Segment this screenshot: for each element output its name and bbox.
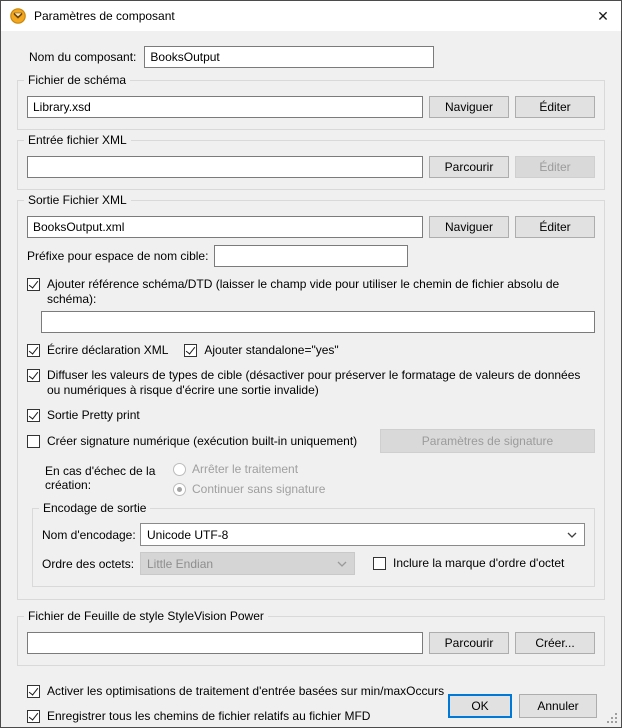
xml-output-group-legend: Sortie Fichier XML <box>24 193 131 207</box>
ok-button[interactable]: OK <box>448 694 512 718</box>
continue-without-signature-radio <box>173 482 325 496</box>
signature-settings-button: Paramètres de signature <box>380 429 595 453</box>
checkbox-icon <box>27 409 40 422</box>
include-bom-label: Inclure la marque d'ordre d'octet <box>393 556 565 570</box>
xml-output-group <box>17 193 605 600</box>
component-name-row <box>29 46 605 68</box>
add-schema-reference-label: Ajouter référence schéma/DTD (laisser le champ vide pour utiliser le chemin de fichier absolu de schéma): <box>47 277 560 306</box>
sps-file-group-legend: Fichier de Feuille de style StyleVision Power <box>24 609 268 623</box>
cast-target-values-label: Diffuser les valeurs de types de cible (désactiver pour préserver le formatage de valeurs de données ou numériques à risque d'écrire une sortie invalide) <box>47 368 581 397</box>
create-signature-label: Créer signature numérique (exécution built-in uniquement) <box>47 433 358 448</box>
continue-without-signature-label: Continuer sans signature <box>192 482 326 496</box>
pretty-print-checkbox[interactable] <box>27 408 595 423</box>
include-bom-checkbox[interactable] <box>373 556 564 571</box>
add-schema-reference-checkbox[interactable] <box>27 277 595 307</box>
checkbox-icon <box>27 278 40 291</box>
xml-input-file-input[interactable] <box>27 156 423 178</box>
checkbox-icon <box>373 557 386 570</box>
abort-processing-radio <box>173 462 325 476</box>
schema-file-group <box>17 73 605 130</box>
encoding-name-value: Unicode UTF-8 <box>147 527 229 542</box>
target-namespace-prefix-row <box>27 245 595 267</box>
cancel-button[interactable]: Annuler <box>519 694 597 718</box>
chevron-down-icon <box>337 561 350 567</box>
schema-file-input[interactable] <box>27 96 423 118</box>
digital-signature-row <box>27 429 595 453</box>
byte-order-value: Little Endian <box>147 556 214 571</box>
creation-failure-block <box>45 462 595 496</box>
xml-input-browse-button[interactable]: Parcourir <box>429 156 509 178</box>
checkbox-icon <box>27 344 40 357</box>
close-icon: ✕ <box>597 7 609 24</box>
checkbox-icon <box>27 435 40 448</box>
add-standalone-label: Ajouter standalone="yes" <box>204 343 339 357</box>
target-namespace-prefix-input[interactable] <box>214 245 408 267</box>
write-xml-declaration-label: Écrire déclaration XML <box>47 343 169 357</box>
xml-input-group <box>17 133 605 190</box>
xml-input-group-legend: Entrée fichier XML <box>24 133 131 147</box>
encoding-name-label: Nom d'encodage: <box>42 527 136 542</box>
sps-create-button[interactable]: Créer... <box>515 632 595 654</box>
dialog-body <box>1 31 621 724</box>
cast-target-values-checkbox[interactable] <box>27 368 595 398</box>
schema-file-group-legend: Fichier de schéma <box>24 73 130 87</box>
minmax-optimizations-label: Activer les optimisations de traitement d'entrée basées sur min/maxOccurs <box>47 684 445 698</box>
write-xml-declaration-checkbox[interactable] <box>27 343 168 358</box>
radio-icon <box>173 463 186 476</box>
sps-file-group <box>17 609 605 666</box>
encoding-name-select[interactable] <box>140 523 585 546</box>
schema-edit-button[interactable]: Éditer <box>515 96 595 118</box>
checkbox-icon <box>27 369 40 382</box>
radio-icon <box>173 483 186 496</box>
schema-browse-button[interactable]: Naviguer <box>429 96 509 118</box>
checkbox-icon <box>184 344 197 357</box>
sps-browse-button[interactable]: Parcourir <box>429 632 509 654</box>
pretty-print-label: Sortie Pretty print <box>47 408 140 422</box>
chevron-down-icon <box>567 532 580 538</box>
component-name-input[interactable] <box>144 46 434 68</box>
close-button[interactable] <box>585 1 621 31</box>
checkbox-icon <box>27 710 40 723</box>
byte-order-select <box>140 552 355 575</box>
xml-output-edit-button[interactable]: Éditer <box>515 216 595 238</box>
title-bar[interactable] <box>1 1 621 31</box>
mapforce-app-icon <box>10 8 26 24</box>
encoding-name-row <box>42 523 585 546</box>
create-signature-checkbox[interactable] <box>27 434 357 449</box>
byte-order-label: Ordre des octets: <box>42 556 135 571</box>
output-encoding-group <box>32 501 595 587</box>
resize-grip[interactable] <box>606 712 618 724</box>
byte-order-row <box>42 552 585 575</box>
xml-output-browse-button[interactable]: Naviguer <box>429 216 509 238</box>
target-namespace-prefix-label: Préfixe pour espace de nom cible: <box>27 249 209 263</box>
schema-reference-input[interactable] <box>41 311 595 333</box>
dialog-button-bar <box>448 694 597 718</box>
checkbox-icon <box>27 685 40 698</box>
window-title: Paramètres de composant <box>34 9 175 23</box>
add-standalone-checkbox[interactable] <box>184 343 338 358</box>
xml-input-edit-button: Éditer <box>515 156 595 178</box>
abort-processing-label: Arrêter le traitement <box>192 462 299 476</box>
creation-failure-label: En cas d'échec de la création: <box>45 464 156 492</box>
component-name-label: Nom du composant: <box>29 50 137 64</box>
xml-output-file-input[interactable] <box>27 216 423 238</box>
relative-paths-label: Enregistrer tous les chemins de fichier relatifs au fichier MFD <box>47 709 371 723</box>
output-encoding-group-legend: Encodage de sortie <box>39 501 150 515</box>
sps-file-input[interactable] <box>27 632 423 654</box>
